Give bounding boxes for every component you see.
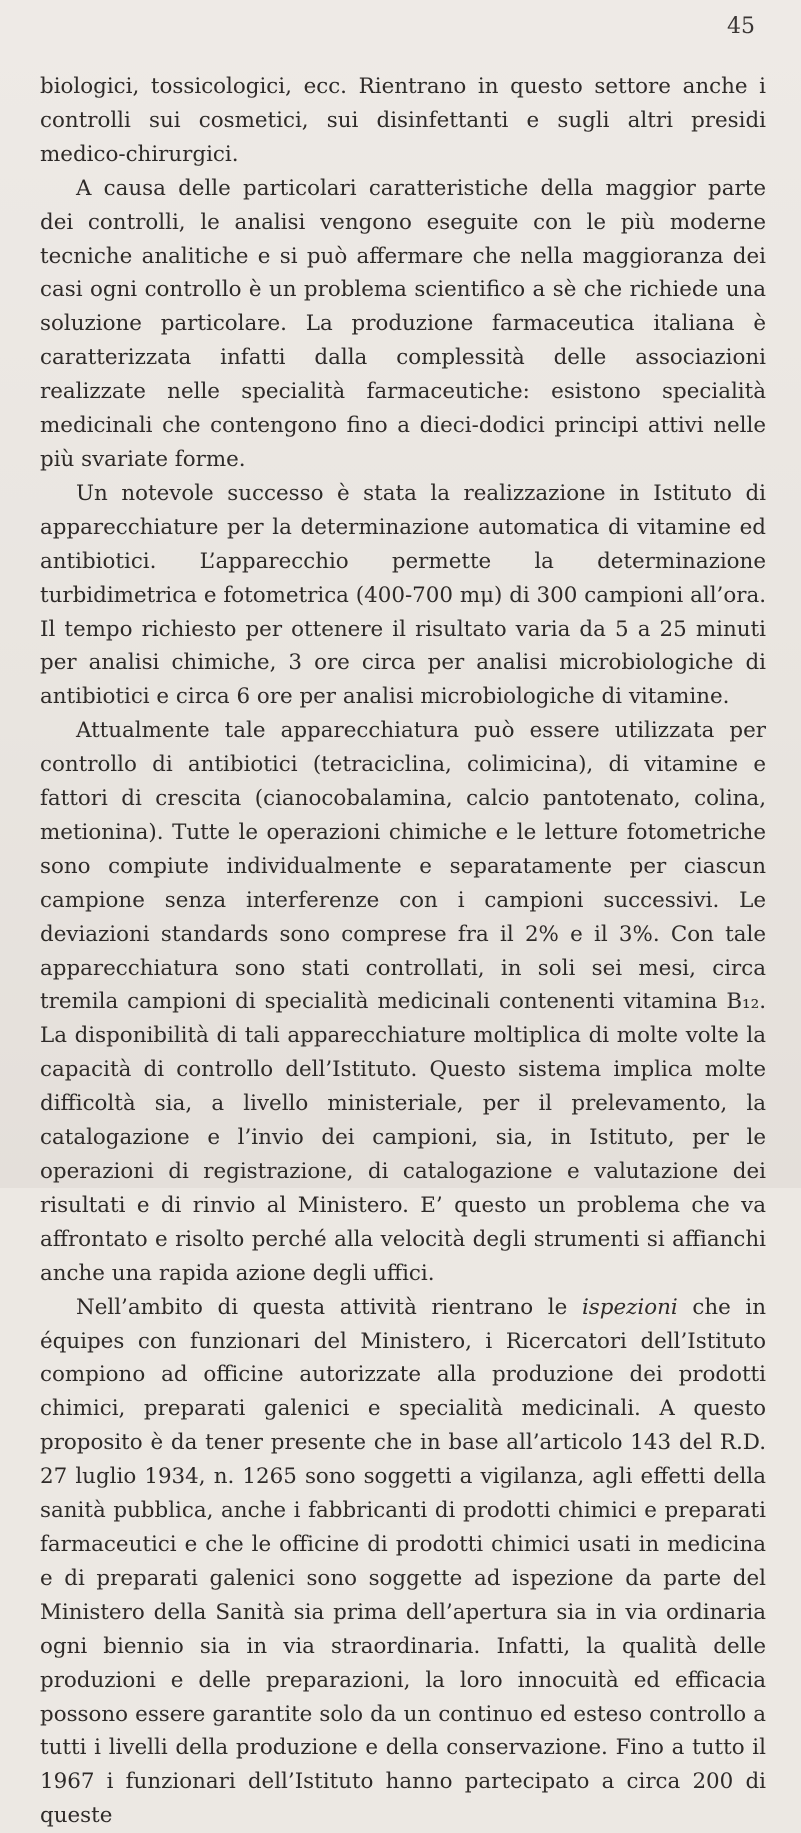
paragraph-5 bbox=[40, 1291, 766, 1833]
paragraph-5-emphasis: ispezioni bbox=[581, 1294, 678, 1320]
body-text bbox=[40, 70, 766, 1833]
page-number: 45 bbox=[727, 14, 755, 39]
paragraph-5-start: Nell’ambito di questa attività rientrano le bbox=[76, 1294, 582, 1320]
paragraph-2: A causa delle particolari caratteristiche della maggior parte dei controlli, le analisi vengono eseguite con le più moderne tecniche analitiche e si può affermare che nella maggioranza dei casi ogni controllo è un problema scientifico a sè che richiede una soluzione particolare. La produzione farmaceutica italiana è caratterizzata infatti dalla complessità delle associazioni realizzate nelle specialità farmaceutiche: esistono specialità medicinali che contengono fino a dieci-dodici principi attivi nelle più svariate forme. bbox=[40, 175, 766, 472]
paragraph-1: biologici, tossicologici, ecc. Rientrano in questo settore anche i controlli sui cosmetici, sui disinfettanti e sugli altri presidi medico-chirurgici. bbox=[40, 74, 766, 167]
paragraph-3: Un notevole successo è stata la realizzazione in Istituto di apparecchiature per la determinazione automatica di vitamine ed antibiotici. L’apparecchio permette la determinazione turbidimetrica e fotometrica (400-700 mμ) di 300 campioni all’ora. Il tempo richiesto per ottenere il risultato varia da 5 a 25 minuti per analisi chimiche, 3 ore circa per analisi microbiologiche di antibiotici e circa 6 ore per analisi microbiologiche di vitamine. bbox=[40, 480, 766, 710]
paragraph-5-rest: che in équipes con funzionari del Ministero, i Ricercatori dell’Istituto compiono ad officine autorizzate alla produzione dei prodotti chimici, preparati galenici e specialità medicinali. A questo proposito è da tener presente che in base all’articolo 143 del R.D. 27 luglio 1934, n. 1265 sono soggetti a vigilanza, agli effetti della sanità pubblica, anche i fabbricanti di prodotti chimici e preparati farmaceutici e che le officine di prodotti chimici usati in medicina e di preparati galenici sono soggette ad ispezione da parte del Ministero della Sanità sia prima dell’apertura sia in via ordinaria ogni biennio sia in via straordinaria. Infatti, la qualità delle produzioni e delle preparazioni, la loro innocuità ed efficacia possono essere garantite solo da un continuo ed esteso controllo a tutti i livelli della produzione e della conservazione. Fino a tutto il 1967 i funzionari dell’Istituto hanno partecipato a circa 200 di queste bbox=[40, 1294, 766, 1829]
paragraph-4: Attualmente tale apparecchiatura può essere utilizzata per controllo di antibiotici (tetraciclina, colimicina), di vitamine e fattori di crescita (cianocobalamina, calcio pantotenato, colina, metionina). Tutte le operazioni chimiche e le letture fotometriche sono compiute individualmente e separatamente per ciascun campione senza interferenze con i campioni successivi. Le deviazioni standards sono comprese fra il 2% e il 3%. Con tale apparecchiatura sono stati controllati, in soli sei mesi, circa tremila campioni di specialità medicinali contenenti vitamina B₁₂. La disponibilità di tali apparecchiature moltiplica di molte volte la capacità di controllo dell’Istituto. Questo sistema implica molte difficoltà sia, a livello ministeriale, per il prelevamento, la catalogazione e l’invio dei campioni, sia, in Istituto, per le operazioni di registrazione, di catalogazione e valutazione dei risultati e di rinvio al Ministero. E’ questo un problema che va affrontato e risolto perché alla velocità degli strumenti si affianchi anche una rapida azione degli uffici. bbox=[40, 718, 766, 1286]
